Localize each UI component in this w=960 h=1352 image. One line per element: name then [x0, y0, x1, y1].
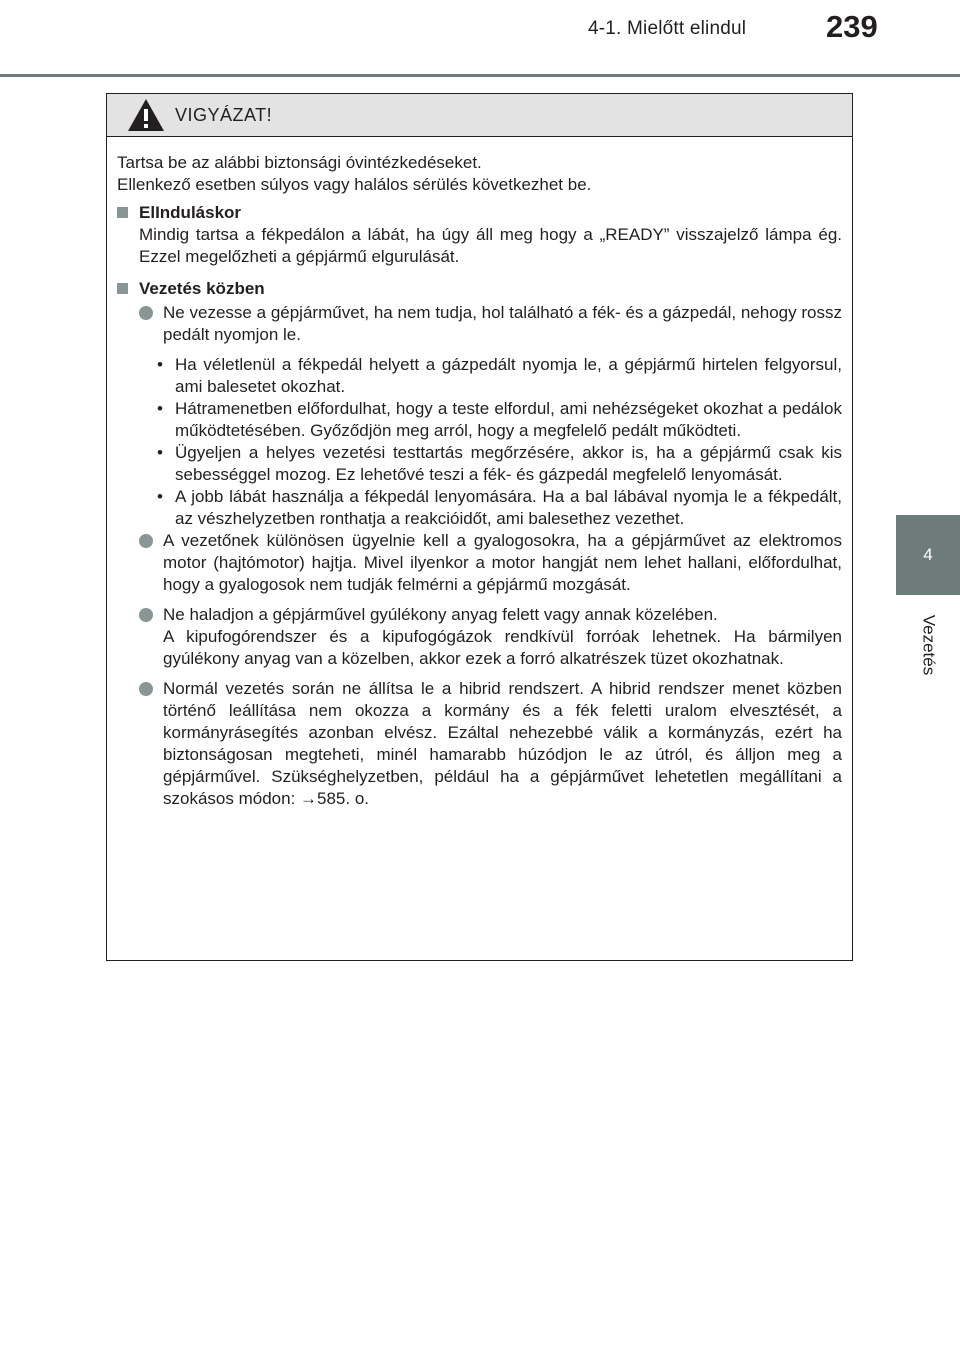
sub-point-text: Hátramenetben előfordulhat, hogy a teste elfordul, ami nehézségeket okozhat a pedálok működtetésében. Győződjön meg arról, hogy a megfelelő pedált működteti. [175, 399, 842, 440]
sub-list-item [139, 354, 842, 398]
section-title: 4-1. Mielőtt elindul [588, 18, 747, 39]
bullet: • [157, 399, 163, 418]
point-text-2: A kipufogórendszer és a kipufogógázok rendkívül forróak lehetnek. Ha bármilyen gyúlékony anyag van a közelben, akkor ezek a forró alkatrészek tüzet okozhatnak. [163, 627, 842, 668]
list-item [139, 530, 842, 596]
list-item [139, 678, 842, 810]
bullet: • [157, 443, 163, 462]
caution-box [106, 93, 853, 961]
bullet-dot [139, 306, 153, 320]
caution-header [107, 94, 852, 137]
sub-list-item [139, 398, 842, 442]
intro-line-1: Tartsa be az alábbi biztonsági óvintézkedéseket. [117, 153, 482, 172]
section-marker [117, 283, 128, 294]
sub-list-item [139, 486, 842, 530]
point-text: A vezetőnek különösen ügyelnie kell a gyalogosokra, ha a gépjárművet az elektromos motor (hajtómotor) hajtja. Mivel ilyenkor a motor hangját nem lehet hallani, előfordulhat, hogy a gyalogosok nem tudják felmérni a gépjármű mozgását. [163, 531, 842, 594]
intro-line-2: Ellenkező esetben súlyos vagy halálos sérülés következhet be. [117, 175, 592, 194]
caution-title: VIGYÁZAT! [175, 105, 273, 125]
bullet-dot [139, 534, 153, 548]
sub-list-item [139, 442, 842, 486]
caution-body [107, 137, 852, 810]
sub-point-text: A jobb lábát használja a fékpedál lenyomására. Ha a bal lábával nyomja le a fékpedált, az vészhelyzetben ronthatja a reakcióidőt, ami balesethez vezethet. [175, 487, 842, 528]
chapter-tab: 4 [896, 515, 960, 595]
bullet: • [157, 355, 163, 374]
warning-icon [127, 98, 165, 132]
bullet-dot [139, 608, 153, 622]
sub-point-text: Ügyeljen a helyes vezetési testtartás megőrzésére, akkor is, ha a gépjármű csak kis sebességgel mozog. Ez lehetővé teszi a fék- és gázpedál megfelelő lenyomását. [175, 443, 842, 484]
heading-text: Induláskor [155, 203, 242, 222]
chapter-name [896, 600, 960, 690]
header-rule [0, 74, 960, 77]
point-text: Ne haladjon a gépjárművel gyúlékony anyag felett vagy annak közelében. [163, 605, 718, 624]
section-starting [117, 202, 842, 268]
bullet: • [157, 487, 163, 506]
section-marker [117, 207, 128, 218]
section-driving [117, 278, 842, 300]
page-number: 239 [826, 9, 878, 44]
section-text: Mindig tartsa a fékpedálon a lábát, ha úgy áll meg hogy a „READY” visszajelző lámpa ég. Ezzel megelőzheti a gépjármű elgurulását. [139, 225, 842, 266]
list-item [139, 604, 842, 670]
point-text: Normál vezetés során ne állítsa le a hibrid rendszert. A hibrid rendszer menet közben történő leállítása nem okozza a kormány és a fék feletti uralom elvesztését, a kormányrásegítés azonban elvész. Ezáltal nehezebbé válik a kormányzás, ezért ha biztonságosan megteheti, minél hamarabb húzódjon le az útról, és álljon meg a gépjárművel. Szükséghelyzetben, például ha a gépjárművet lehetetlen megállítani a szokásos módon: →585. o. [163, 679, 842, 808]
section-heading [139, 202, 842, 224]
section-heading: Vezetés közben [139, 279, 265, 298]
bullet-dot [139, 682, 153, 696]
point-text: Ne vezesse a gépjárművet, ha nem tudja, hol található a fék- és a gázpedál, nehogy rossz pedált nyomjon le. [163, 303, 842, 344]
list-item [139, 302, 842, 530]
sub-point-text: Ha véletlenül a fékpedál helyett a gázpedált nyomja le, a gépjármű hirtelen felgyorsul, ami balesetet okozhat. [175, 355, 842, 396]
heading-prefix: El [139, 203, 156, 222]
chapter-name-label: Vezetés [919, 614, 938, 676]
